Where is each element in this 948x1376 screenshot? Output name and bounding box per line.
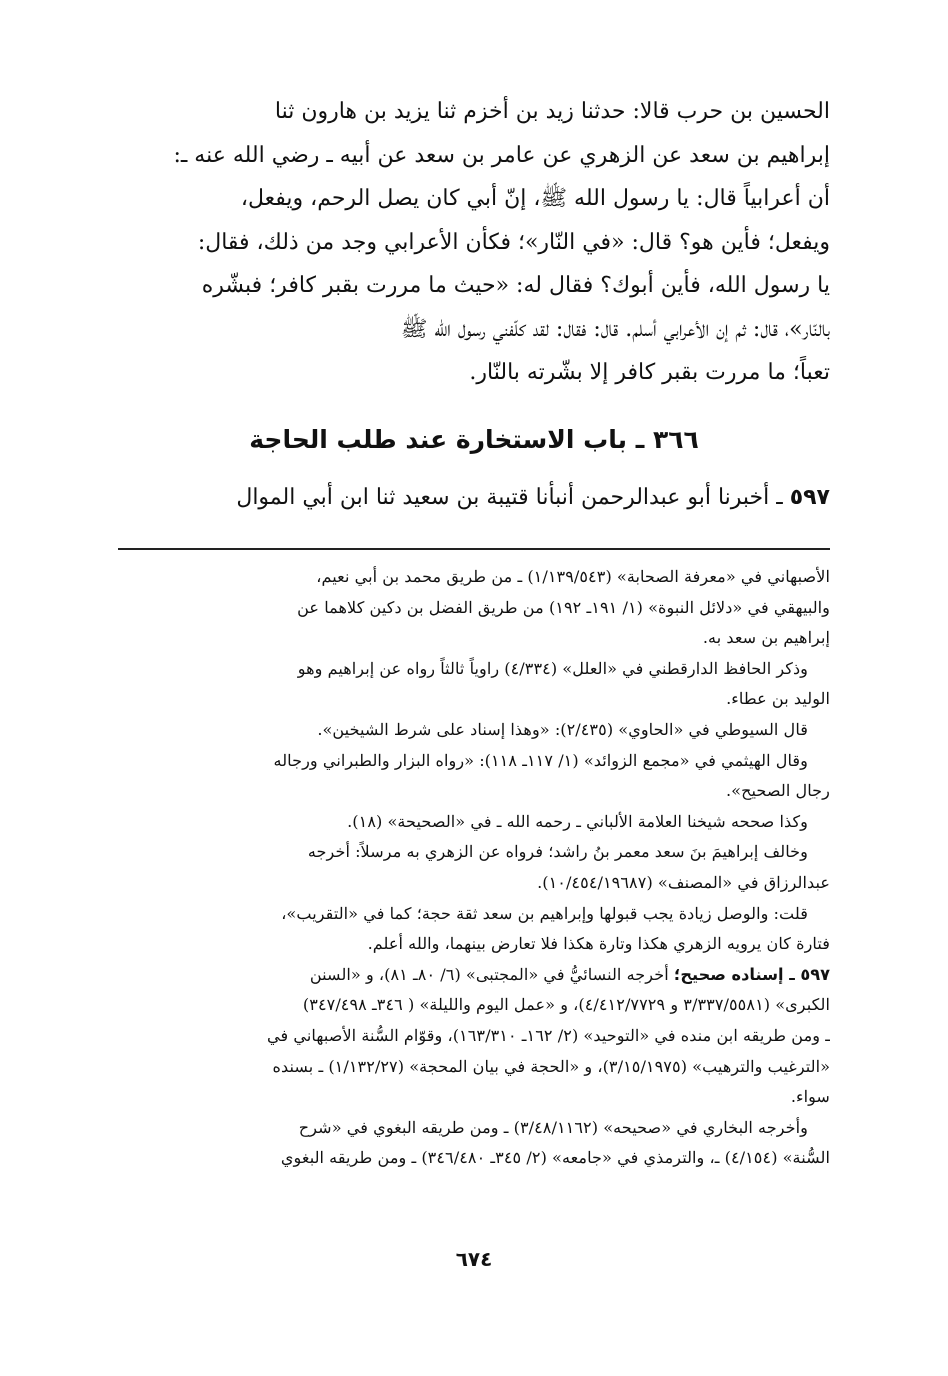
- footnote-line: [118, 1052, 830, 1083]
- footnote-text: ـ ومن طريقه ابن منده في «التوحيد» (٢/ ١٦٢ـ ١٦٣/٣١٠)، وقوّام السُّنة الأصبهاني في: [267, 1025, 830, 1045]
- footnote-line: [118, 929, 830, 960]
- page-number: ٦٧٤: [455, 1247, 493, 1271]
- footnote-line: [118, 868, 830, 899]
- hadith-number: ٥٩٧: [789, 485, 830, 510]
- main-text-line: بالنّار»، قال: ثم إن الأعرابي أسلم. قال: فقال: لقد كلّفني رسول الله ﷺ: [400, 316, 830, 342]
- footnote-text: الأصبهاني في «معرفة الصحابة» (١/١٣٩/٥٤٣) ـ من طريق محمد بن أبي نعيم،: [316, 567, 830, 586]
- footnote-text: وقال الهيثمي في «مجمع الزوائد» (١/ ١١٧ـ ١١٨): «رواه البزار والطبراني ورجاله: [273, 750, 808, 770]
- main-text-line: الحسين بن حرب قالا: حدثنا زيد بن أخزم ثنا يزيد بن هارون ثنا: [274, 99, 830, 124]
- hadith-597-start: [118, 476, 830, 520]
- footnote-line: [118, 776, 830, 807]
- footnote-text: إبراهيم بن سعد به.: [702, 628, 830, 648]
- main-text-line: يا رسول الله، فأين أبوك؟ فقال له: «حيث ما مررت بقبر كافر؛ فبشّره: [201, 273, 830, 298]
- chapter-heading: ٣٦٦ ـ باب الاستخارة عند طلب الحاجة: [249, 425, 699, 454]
- footnote-text: قلت: والوصل زيادة يجب قبولها وإبراهيم بن سعد ثقة حجة؛ كما في «التقريب»،: [281, 903, 808, 923]
- footnotes-block: [118, 562, 830, 1174]
- footnote-bold-lead: ٥٩٧ ـ إسناده صحيح؛: [673, 964, 830, 984]
- main-text-line: إبراهيم بن سعد عن الزهري عن عامر بن سعد عن أبيه ـ رضي الله عنه ـ:: [173, 142, 830, 168]
- footnote-separator: [118, 548, 830, 550]
- footnote-text: قال السيوطي في «الحاوي» (٢/٤٣٥): «وهذا إسناد على شرط الشيخين».: [317, 719, 808, 739]
- footnote-line: [118, 746, 830, 777]
- footnote-text: «الترغيب والترهيب» (٣/١٥/١٩٧٥)، و «الحجة في بيان المحجة» (١/١٣٢/٢٧) ـ بسنده: [272, 1056, 830, 1076]
- footnote-text: عبدالرزاق في «المصنف» (١٠/٤٥٤/١٩٦٨٧).: [537, 872, 830, 892]
- footnote-text: وخالف إبراهيمَ بنَ سعد معمر بنُ راشد؛ فرواه عن الزهري به مرسلاً: أخرجه: [307, 842, 808, 862]
- main-text-line: تعباً؛ ما مررت بقبر كافر إلا بشّرته بالنّار.: [469, 360, 830, 385]
- footnote-line: [118, 1021, 830, 1052]
- footnote-line: [118, 654, 830, 685]
- footnote-line: [118, 593, 830, 624]
- main-text-line: أن أعرابياً قال: يا رسول الله ﷺ، إنّ أبي كان يصل الرحم، ويفعل،: [240, 186, 830, 211]
- footnote-text: وكذا صححه شيخنا العلامة الألباني ـ رحمه الله ـ في «الصحيحة» (١٨).: [347, 811, 808, 831]
- main-text-block: [118, 90, 830, 395]
- hadith-text: ـ أخبرنا أبو عبدالرحمن أنبأنا قتيبة بن سعيد ثنا ابن أبي الموال: [236, 485, 783, 510]
- footnote-line: [118, 990, 830, 1021]
- footnote-line: [118, 837, 830, 868]
- footnote-text: رجال الصحيح».: [726, 781, 830, 801]
- footnote-text: وأخرجه البخاري في «صحيحه» (٣/٤٨/١١٦٢) ـ ومن طريقه البغوي في «شرح: [298, 1117, 808, 1137]
- footnote-text: أخرجه النسائيُّ في «المجتبى» (٦/ ٨٠ـ ٨١)، و «السنن: [309, 964, 674, 984]
- footnote-text: سواء.: [790, 1087, 830, 1107]
- footnote-line: [118, 623, 830, 654]
- footnote-line: [118, 899, 830, 930]
- footnote-text: الكبرى» (٣/٣٣٧/٥٥٨١ و ٤/٤١٢/٧٧٢٩)، و «عمل اليوم والليلة» ( ٣٤٦ـ ٣٤٧/٤٩٨): [302, 995, 830, 1015]
- main-text-line: ويفعل؛ فأين هو؟ قال: «في النّار»؛ فكأن الأعرابي وجد من ذلك، فقال:: [197, 229, 830, 255]
- footnote-text: والبيهقي في «دلائل النبوة» (١/ ١٩١ـ ١٩٢) من طريق الفضل بن دكين كلاهما عن: [297, 597, 830, 617]
- footnote-line: [118, 715, 830, 746]
- footnote-text: الوليد بن عطاء.: [726, 689, 830, 709]
- footnote-line: [118, 1143, 830, 1174]
- footnote-text: السُّنة» (٤/١٥٤) ـ، والترمذي في «جامعه» (٢/ ٣٤٥ـ ٣٤٦/٤٨٠) ـ ومن طريقه البغوي: [280, 1148, 830, 1168]
- footnote-line: [118, 807, 830, 838]
- footnote-line: [118, 960, 830, 991]
- footnote-line: [118, 1113, 830, 1144]
- footnote-line: [118, 562, 830, 593]
- footnote-text: وذكر الحافظ الدارقطني في «العلل» (٤/٣٣٤) راوياً ثالثاً رواه عن إبراهيم وهو: [297, 658, 808, 678]
- footnote-line: [118, 684, 830, 715]
- footnote-text: فتارة كان يرويه الزهري هكذا وتارة هكذا فلا تعارض بينهما، والله أعلم.: [367, 934, 830, 954]
- footnote-line: [118, 1082, 830, 1113]
